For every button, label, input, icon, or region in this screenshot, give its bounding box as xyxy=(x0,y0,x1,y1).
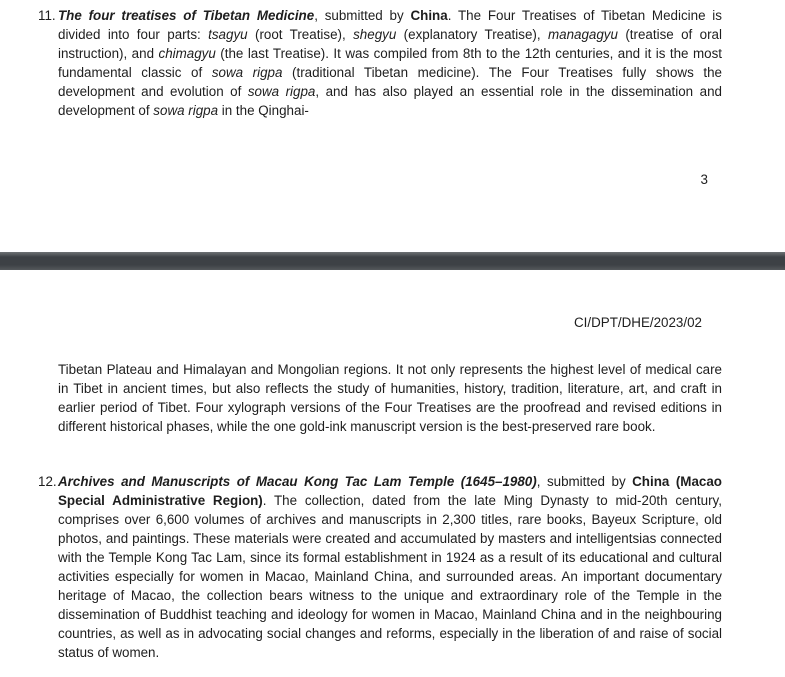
continuation-paragraph-text: Tibetan Plateau and Himalayan and Mongolian regions. It not only represents the highest level of medical care in Tibet in ancient times, but also reflects the study of humanities, history, tradition, literature, art, and craft in earlier period of Tibet. Four xylograph versions of the Four Treatises are the proofread and revised editions in different historical phases, while the one gold-ink manuscript version is the best-preserved rare book. xyxy=(58,362,726,434)
paragraph-11 xyxy=(0,6,785,120)
paragraph-11-text: The four treatises of Tibetan Medicine, submitted by China. The Four Treatises of Tibetan Medicine is divided into four parts: tsagyu (root Treatise), shegyu (explanatory Treatise), managagyu (treatise of oral instruction), and chimagyu (the last Treatise). It was compiled from 8th to the 12th centuries, and it is the most fundamental classic of sowa rigpa (traditional Tibetan medicine). The Four Treatises fully shows the development and evolution of sowa rigpa, and has also played an essential role in the dissemination and development of sowa rigpa in the Qinghai- xyxy=(58,8,726,118)
list-number-12: 12. xyxy=(38,474,57,489)
list-number-11: 11. xyxy=(38,8,56,23)
continuation-paragraph xyxy=(0,360,785,436)
paragraph-12 xyxy=(0,472,785,662)
paragraph-12-text: Archives and Manuscripts of Macau Kong Tac Lam Temple (1645–1980), submitted by China (Macao Special Administrative Region). The collection, dated from the late Ming Dynasty to mid-20th century, comprises over 6,600 volumes of archives and manuscripts in 2,300 titles, rare books, Bayeux Scripture, old photos, and paintings. These materials were created and accumulated by masters and intelligentsias connected with the Temple Kong Tac Lam, since its formal establishment in 1924 as a result of its educational and cultural activities especially for women in Macao, Mainland China, and surrounded areas. An important documentary heritage of Macao, the collection bears witness to the unique and extraordinary role of the Temple in the dissemination of Buddhist teaching and ideology for women in Macao, Mainland China and in the neighbouring countries, as well as in advocating social changes and reforms, especially in the liberation of and raise of social status of women. xyxy=(58,474,726,660)
page-separator xyxy=(0,252,785,270)
document-code-header: CI/DPT/DHE/2023/02 xyxy=(573,315,702,330)
page-number: 3 xyxy=(700,172,708,187)
